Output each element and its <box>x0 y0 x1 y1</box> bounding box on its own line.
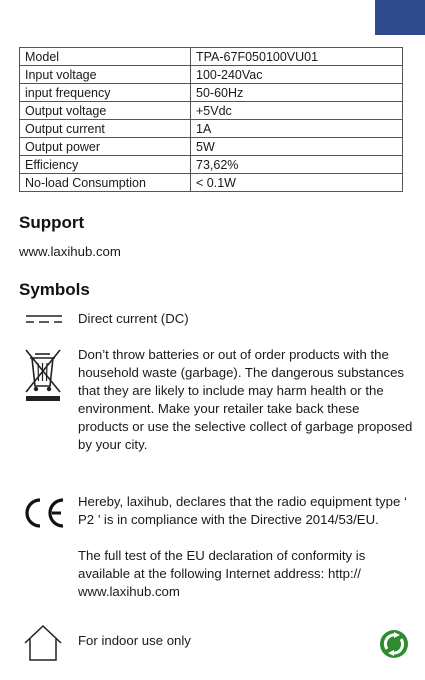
spec-label: No-load Consumption <box>20 174 191 192</box>
spec-value: 50-60Hz <box>191 84 403 102</box>
table-row <box>20 66 403 84</box>
table-row <box>20 174 403 192</box>
table-row <box>20 84 403 102</box>
spec-value: 1A <box>191 120 403 138</box>
indoor-use-text: For indoor use only <box>78 633 191 648</box>
spec-label: Model <box>20 48 191 66</box>
specifications-table <box>19 47 403 192</box>
ce-declaration <box>78 493 408 601</box>
spec-label: Efficiency <box>20 156 191 174</box>
spec-label: input frequency <box>20 84 191 102</box>
spec-value: TPA-67F050100VU01 <box>191 48 403 66</box>
spec-value: 73,62% <box>191 156 403 174</box>
table-row <box>20 48 403 66</box>
crossed-out-bin-icon <box>23 348 63 402</box>
spec-value: < 0.1W <box>191 174 403 192</box>
house-icon <box>23 624 63 662</box>
spec-label: Output power <box>20 138 191 156</box>
ce-mark-icon <box>21 497 67 529</box>
spec-label: Output current <box>20 120 191 138</box>
direct-current-icon <box>25 313 63 325</box>
table-row <box>20 156 403 174</box>
spec-value: +5Vdc <box>191 102 403 120</box>
support-heading: Support <box>19 213 85 232</box>
spec-value: 5W <box>191 138 403 156</box>
weee-description: Don’t throw batteries or out of order products with the household waste (garbage). The dangerous substances that they are likely to include may harm health or the environment. Make your retailer take back these products or use the selective collect of garbage proposed by your city. <box>78 347 413 452</box>
corner-tab <box>375 0 425 35</box>
recycle-icon <box>378 628 410 660</box>
ce-doc-availability-text: The full test of the EU declaration of conformity is available at the following Internet address: http:// www.laxihub.com <box>78 548 366 599</box>
support-website: www.laxihub.com <box>19 244 121 259</box>
table-row <box>20 102 403 120</box>
table-row <box>20 120 403 138</box>
dc-description: Direct current (DC) <box>78 311 189 326</box>
spec-label: Input voltage <box>20 66 191 84</box>
spec-value: 100-240Vac <box>191 66 403 84</box>
spec-label: Output voltage <box>20 102 191 120</box>
symbols-heading: Symbols <box>19 280 90 299</box>
table-row <box>20 138 403 156</box>
ce-compliance-text: Hereby, laxihub, declares that the radio equipment type ‘ P2 ’ is in compliance with the Directive 2014/53/EU. <box>78 494 407 527</box>
